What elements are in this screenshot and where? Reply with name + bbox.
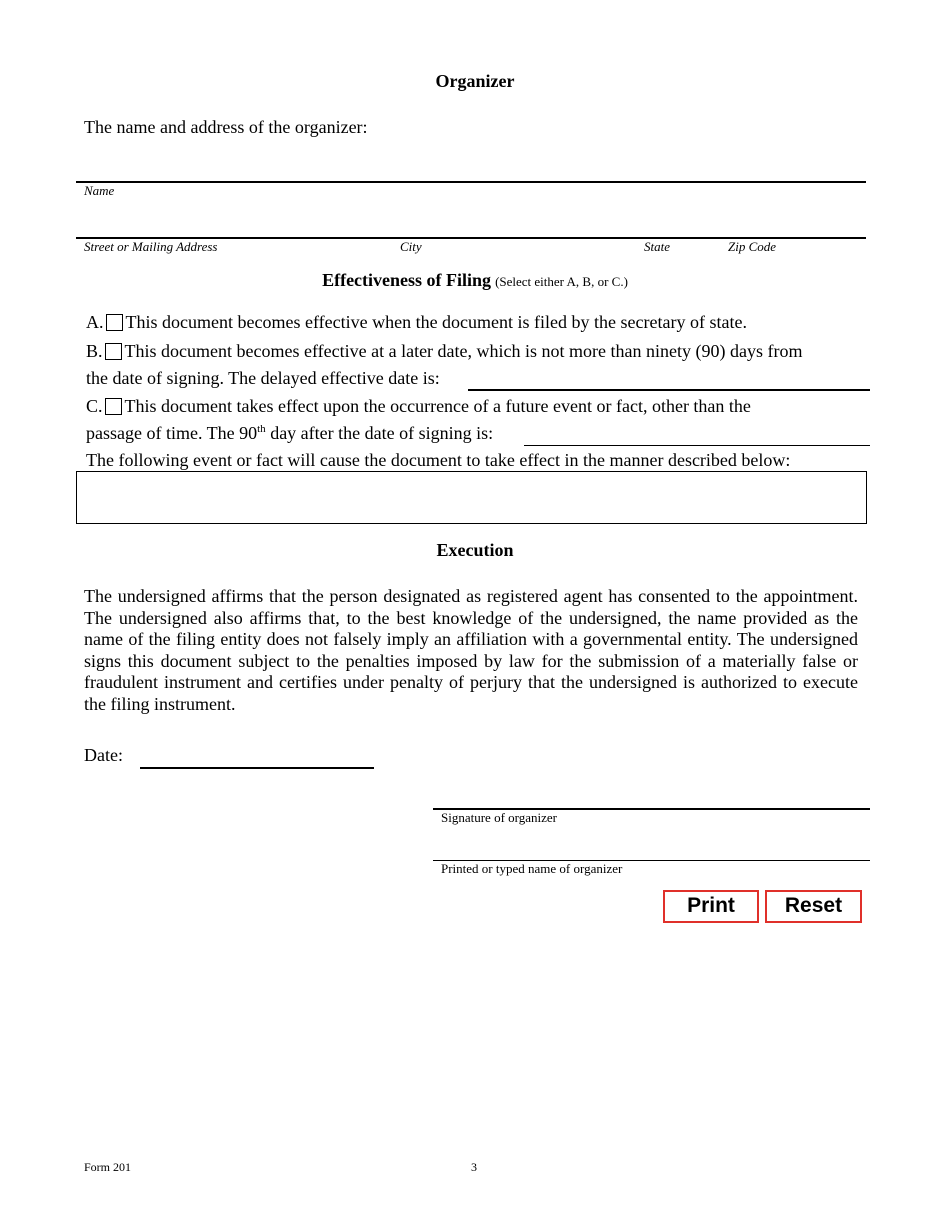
option-c-text-line1: This document takes effect upon the occurrence of a future event or fact, other than the	[124, 396, 751, 416]
signature-label: Signature of organizer	[441, 810, 557, 825]
form-name: Form 201	[84, 1160, 132, 1174]
option-c-text-line2	[86, 423, 493, 444]
zip-code-input[interactable]	[722, 215, 866, 237]
future-event-textbox[interactable]	[76, 471, 867, 524]
option-b-text-line2: the date of signing. The delayed effective date is:	[86, 368, 440, 388]
state-input[interactable]	[640, 215, 719, 237]
printed-name-label: Printed or typed name of organizer	[441, 861, 623, 876]
organizer-intro: The name and address of the organizer:	[84, 117, 368, 137]
reset-button[interactable]: Reset	[765, 890, 862, 923]
signature-input[interactable]	[433, 786, 870, 810]
street-address-input[interactable]	[76, 215, 390, 237]
effectiveness-heading-row	[0, 270, 950, 291]
print-button[interactable]: Print	[663, 890, 759, 923]
ninetieth-day-date-input[interactable]	[524, 423, 870, 446]
option-c-line2-sup: th	[257, 423, 266, 435]
effectiveness-heading: Effectiveness of Filing	[322, 270, 492, 290]
organizer-name-input[interactable]	[76, 160, 870, 182]
execution-date-input[interactable]	[140, 745, 374, 769]
organizer-heading: Organizer	[435, 71, 515, 91]
delayed-effective-date-input[interactable]	[468, 367, 870, 391]
option-a-checkbox[interactable]	[106, 314, 123, 331]
option-a-row	[86, 312, 747, 333]
city-label: City	[400, 239, 422, 254]
option-c-line2-pre: passage of time. The 90	[86, 423, 258, 443]
zip-label: Zip Code	[728, 239, 777, 254]
date-label: Date:	[84, 745, 123, 765]
option-c-line2-post: day after the date of signing is:	[265, 423, 494, 443]
option-a-text: This document becomes effective when the document is filed by the secretary of state.	[125, 312, 747, 332]
name-rule	[76, 181, 866, 183]
option-b-letter: B.	[86, 341, 103, 361]
street-label: Street or Mailing Address	[84, 239, 218, 254]
option-c-checkbox[interactable]	[105, 398, 122, 415]
execution-paragraph: The undersigned affirms that the person designated as registered agent has consented to the appointment. The undersigned also affirms that, to the best knowledge of the undersigned, the name provided as the name of the filing entity does not falsely imply an affiliation with a governmental entity. The undersigned signs this document subject to the penalties imposed by law for the submission of a materially false or fraudulent instrument and certifies under penalty of perjury that the undersigned is authorized to execute the filing instrument.	[84, 586, 858, 714]
execution-heading: Execution	[436, 540, 514, 560]
page-number: 3	[471, 1160, 477, 1174]
option-b-checkbox[interactable]	[105, 343, 122, 360]
name-label: Name	[84, 183, 115, 198]
option-c-letter: C.	[86, 396, 103, 416]
printed-name-input[interactable]	[433, 838, 870, 861]
event-prompt: The following event or fact will cause the document to take effect in the manner described below:	[86, 450, 791, 470]
option-b-text-line1: This document becomes effective at a later date, which is not more than ninety (90) days from	[124, 341, 803, 361]
city-input[interactable]	[395, 215, 629, 237]
option-a-letter: A.	[86, 312, 104, 332]
option-c-row	[86, 396, 751, 417]
effectiveness-note: (Select either A, B, or C.)	[495, 274, 628, 289]
state-label: State	[644, 239, 670, 254]
option-b-row	[86, 341, 802, 362]
